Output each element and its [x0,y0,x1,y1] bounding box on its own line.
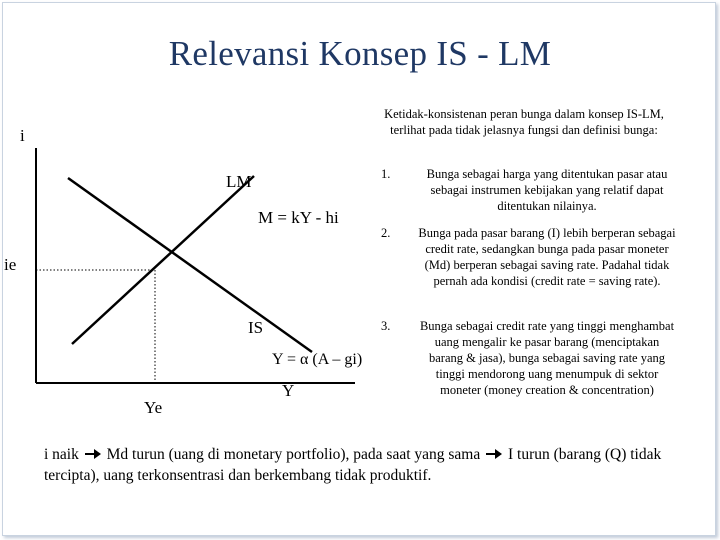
slide-title: Relevansi Konsep IS - LM [168,34,552,73]
is-curve-label: IS [248,318,264,337]
equilibrium-output-label: Ye [144,398,163,417]
conclusion-part-3: I turun (barang (Q) tidak tercipta), uang terkonsentrasi dan berkembang tidak produktif. [44,446,662,484]
list-item-number: 1. [381,167,391,181]
conclusion-part-2: Md turun (uang di monetary portfolio), pada saat yang sama [106,446,481,463]
conclusion-part-1: i naik [44,446,79,463]
is-equation: Y = α (A – gi) [272,351,363,368]
equilibrium-rate-label: ie [4,255,17,274]
explanation-intro: Ketidak-konsistenan peran bunga dalam konsep IS-LM, terlihat pada tidak jelasnya fungsi dan definisi bunga: [384,107,664,137]
list-item-number: 2. [381,226,391,240]
list-item-text: Bunga sebagai harga yang ditentukan pasar atau sebagai instrumen kebijakan yang relatif dapat ditentukan nilainya. [426,167,668,213]
list-item-text: Bunga sebagai credit rate yang tinggi menghambat uang mengalir ke pasar barang (menciptakan barang & jasa), bunga sebagai saving rate yang tinggi mendorong uang menumpuk di sektor moneter (money creation & concentration) [419,319,675,397]
is-curve [68,178,312,352]
x-axis-label: Y [282,381,295,400]
list-item-number: 3. [381,319,391,333]
arrow-right-icon [83,448,103,460]
list-item-text: Bunga pada pasar barang (I) lebih berperan sebagai credit rate, sedangkan bunga pada pasar moneter (Md) berperan sebagai saving rate. Padahal tidak pernah ada kondisi (credit rate = saving rate). [418,226,676,288]
conclusion-text [44,444,684,486]
lm-curve-label: LM [226,172,252,191]
arrow-right-icon [484,448,504,460]
lm-equation: M = kY - hi [258,208,339,227]
y-axis-label: i [20,126,25,145]
